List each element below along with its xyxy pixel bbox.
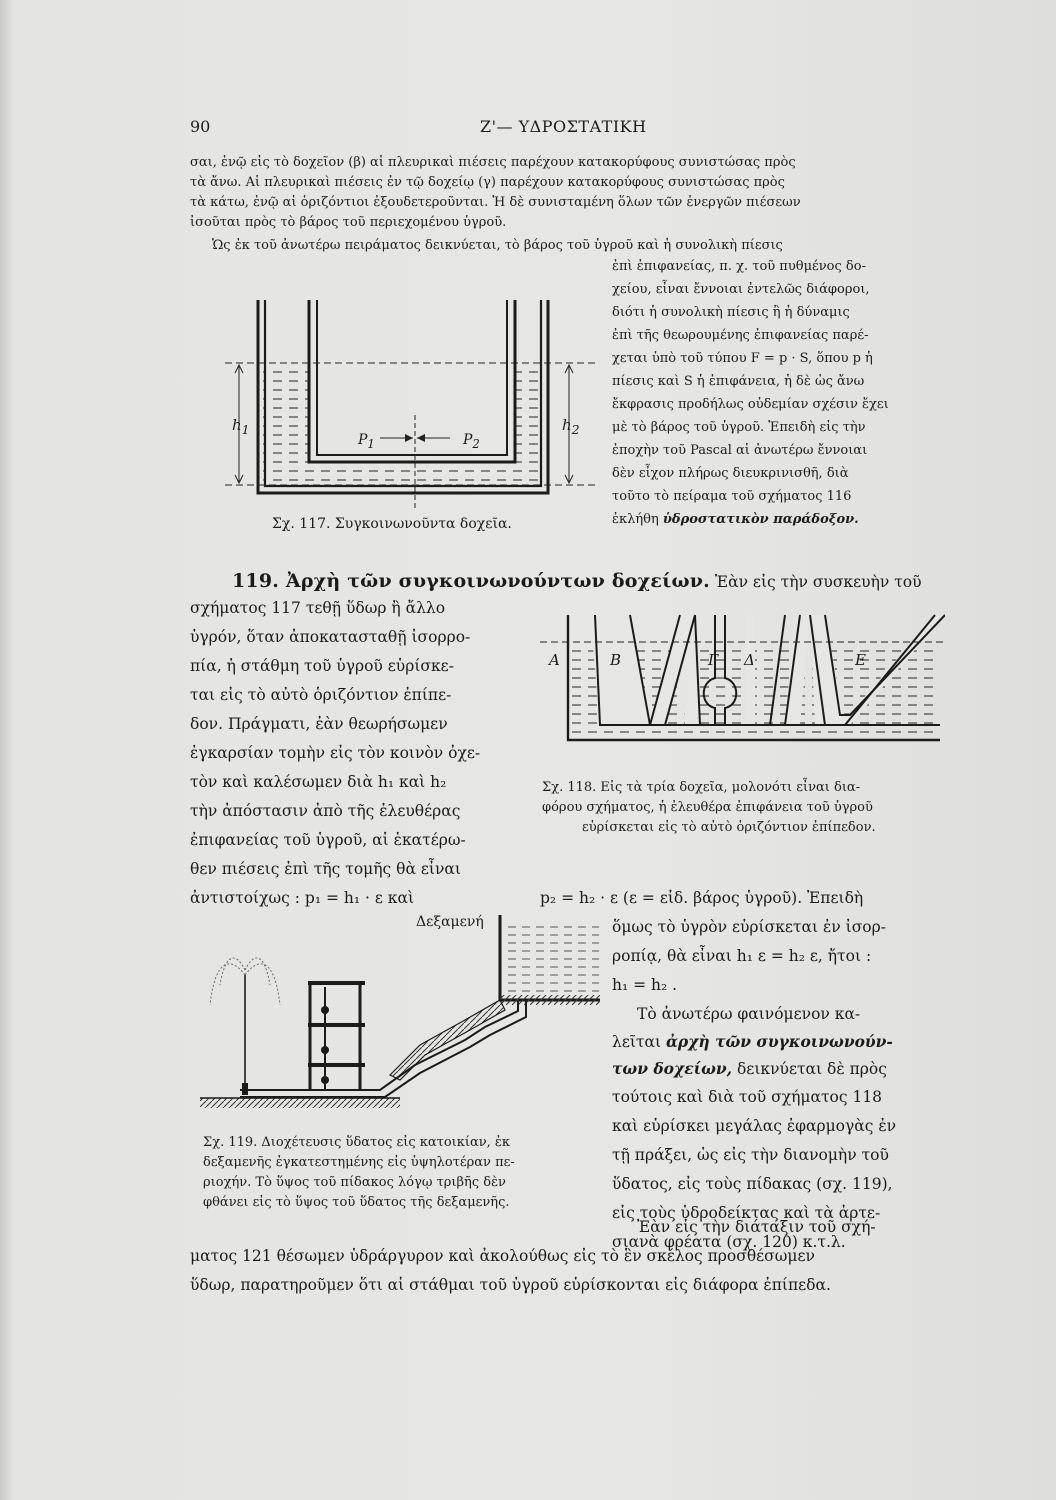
text-line: καὶ εὑρίσκει μεγάλας ἐφαρμογὰς ἐν bbox=[612, 1117, 897, 1135]
text-line: Τὸ ἀνωτέρω φαινόμενον κα- bbox=[637, 1005, 861, 1023]
text-line: τῇ πράξει, ὡς εἰς τὴν διανομὴν τοῦ bbox=[612, 1146, 889, 1164]
text-span: ἐκλήθη bbox=[612, 512, 663, 527]
text-line: ἐπιφανείας τοῦ ὑγροῦ, αἱ ἑκατέρω- bbox=[190, 831, 466, 849]
text-line: πία, ἡ στάθμη τοῦ ὑγροῦ εὑρίσκε- bbox=[190, 657, 454, 675]
text-line: ἐπὶ ἐπιφανείας, π. χ. τοῦ πυθμένος δο- bbox=[612, 259, 866, 274]
figure-119-caption-line: φθάνει εἰς τὸ ὕψος τοῦ ὕδατος τῆς δεξαμενῆς. bbox=[203, 1195, 510, 1210]
section-heading bbox=[232, 570, 922, 594]
text-line: τὰ ἄνω. Αἱ πλευρικαὶ πιέσεις ἐν τῷ δοχείῳ (γ) παρέχουν κατακορύφους συνιστώσας πρὸς bbox=[190, 175, 785, 190]
text-line bbox=[612, 1030, 893, 1054]
text-line: h₁ = h₂ . bbox=[612, 976, 678, 994]
label-h1-text: h bbox=[232, 416, 242, 434]
label-h2 bbox=[562, 415, 580, 440]
label-p2-text: P bbox=[463, 432, 473, 448]
fig118-label-a: Α bbox=[549, 651, 560, 669]
text-line: ὕδατος, εἰς τοὺς πίδακας (σχ. 119), bbox=[612, 1175, 893, 1193]
label-h2-text: h bbox=[562, 416, 572, 434]
text-line: σαι, ἐνῷ εἰς τὸ δοχεῖον (β) αἱ πλευρικαὶ πιέσεις παρέχουν κατακορύφους συνιστώσας πρὸς bbox=[190, 155, 796, 170]
text-line: ὑγρόν, ὅταν ἀποκατασταθῇ ἰσορρο- bbox=[190, 628, 471, 646]
label-h1-sub: 1 bbox=[241, 422, 250, 437]
text-line: Ἐὰν εἰς τὴν διάταξιν τοῦ σχή- bbox=[637, 1218, 876, 1236]
figure-118-caption-line: Σχ. 118. Εἰς τὰ τρία δοχεῖα, μολονότι εἶναι δια- bbox=[542, 780, 861, 795]
figure-117-caption: Σχ. 117. Συγκοινωνοῦντα δοχεῖα. bbox=[272, 516, 512, 532]
text-line: χείου, εἶναι ἔννοιαι ἐντελῶς διάφοροι, bbox=[612, 282, 870, 297]
running-header: Ζ'— ΥΔΡΟΣΤΑΤΙΚΗ bbox=[480, 117, 647, 136]
label-p1-text: P bbox=[358, 432, 368, 448]
figure-118-caption-line: φόρου σχήματος, ἡ ἐλευθέρα ἐπιφάνεια τοῦ ὑγροῦ bbox=[542, 800, 873, 815]
text-line: ἐγκαρσίαν τομὴν εἰς τὸν κοινὸν ὀχε- bbox=[190, 744, 481, 762]
text-line: σιανὰ φρέατα (σχ. 120) κ.τ.λ. bbox=[612, 1233, 846, 1251]
text-line: μὲ τὸ βάρος τοῦ ὑγροῦ. Ἐπειδὴ εἰς τὴν bbox=[612, 420, 866, 435]
figure-119-caption-line: δεξαμενῆς ἐγκατεστημένης εἰς ὑψηλοτέραν πε- bbox=[203, 1155, 515, 1170]
figure-118-diagram bbox=[540, 610, 945, 750]
text-line: ροπίᾳ, θὰ εἶναι h₁ ε = h₂ ε, ἤτοι : bbox=[612, 947, 872, 965]
section-heading-rest: Ἐὰν εἰς τὴν συσκευὴν τοῦ bbox=[709, 573, 922, 591]
text-line bbox=[612, 1057, 887, 1081]
text-line: ὕδωρ, παρατηροῦμεν ὅτι αἱ στάθμαι τοῦ ὑγροῦ εὑρίσκονται εἰς διάφορα ἐπίπεδα. bbox=[190, 1276, 831, 1294]
label-p2-sub: 2 bbox=[472, 436, 480, 451]
figure-119-caption-line: ριοχήν. Τὸ ὕψος τοῦ πίδακος λόγῳ τριβῆς δὲν bbox=[203, 1175, 506, 1190]
text-line: θεν πιέσεις ἐπὶ τῆς τομῆς θὰ εἶναι bbox=[190, 860, 461, 878]
text-line bbox=[612, 510, 859, 530]
label-p2 bbox=[463, 430, 480, 454]
figure-118-caption-line: εὑρίσκεται εἰς τὸ αὐτὸ ὁριζόντιον ἐπίπεδον. bbox=[582, 820, 876, 835]
text-line: ματος 121 θέσωμεν ὑδράργυρον καὶ ἀκολούθως εἰς τὸ ἓν σκέλος προσθέσωμεν bbox=[190, 1247, 815, 1265]
emphasis-term: των δοχείων, bbox=[612, 1059, 733, 1078]
section-title: 119. Ἀρχὴ τῶν συγκοινωνούντων δοχείων. bbox=[232, 570, 710, 592]
text-line: σχήματος 117 τεθῇ ὕδωρ ἢ ἄλλο bbox=[190, 599, 446, 617]
text-line: εἰς τοὺς ὑδροδείκτας καὶ τὰ ἀρτε- bbox=[612, 1204, 881, 1222]
figure-119-caption-line: Σχ. 119. Διοχέτευσις ὕδατος εἰς κατοικίαν, ἐκ bbox=[203, 1135, 511, 1150]
text-line: χεται ὑπὸ τοῦ τύπου F = p · S, ὅπου p ἡ bbox=[612, 351, 873, 366]
fig118-label-d: Δ bbox=[744, 651, 755, 669]
text-line: ἐποχὴν τοῦ Pascal αἱ ἀνωτέρω ἔννοιαι bbox=[612, 443, 868, 458]
text-line: ται εἰς τὸ αὐτὸ ὁριζόντιον ἐπίπε- bbox=[190, 686, 452, 704]
text-line: τὴν ἀπόστασιν ἀπὸ τῆς ἐλευθέρας bbox=[190, 802, 461, 820]
page-number: 90 bbox=[190, 117, 211, 136]
text-line: δὲν εἶχον πλήρως διευκρινισθῆ, διὰ bbox=[612, 466, 849, 481]
figure-119-diagram bbox=[200, 915, 600, 1120]
text-line: Ὡς ἐκ τοῦ ἀνωτέρω πειράματος δεικνύεται, τὸ βάρος τοῦ ὑγροῦ καὶ ἡ συνολικὴ πίεσις bbox=[212, 238, 783, 253]
text-line: ἐπὶ τῆς θεωρουμένης ἐπιφανείας παρέ- bbox=[612, 328, 869, 343]
text-line: τὰ κάτω, ἐνῷ αἱ ὁριζόντιοι ἐξουδετεροῦνται. Ἡ δὲ συνισταμένη ὅλων τῶν ἐνεργῶν πιέσεων bbox=[190, 195, 801, 210]
text-line: δον. Πράγματι, ἐὰν θεωρήσωμεν bbox=[190, 715, 448, 733]
formula-left: ἀντιστοίχως : p₁ = h₁ · ε καὶ bbox=[190, 889, 415, 907]
emphasis-term: ἀρχὴ τῶν συγκοινωνούν- bbox=[666, 1032, 893, 1051]
text-line: τὸν καὶ καλέσωμεν διὰ h₁ καὶ h₂ bbox=[190, 773, 447, 791]
label-p1 bbox=[358, 430, 375, 454]
text-line: ἰσοῦται πρὸς τὸ βάρος τοῦ περιεχομένου ὑγροῦ. bbox=[190, 215, 507, 230]
text-line: διότι ἡ συνολικὴ πίεσις ἢ ἡ δύναμις bbox=[612, 305, 850, 320]
label-h1 bbox=[232, 415, 250, 440]
text-span: δεικνύεται δὲ πρὸς bbox=[732, 1060, 887, 1078]
label-h2-sub: 2 bbox=[571, 422, 580, 437]
text-span: λεῖται bbox=[612, 1033, 662, 1051]
label-p1-sub: 1 bbox=[367, 436, 375, 451]
figure-117-diagram bbox=[225, 295, 600, 520]
formula-right: p₂ = h₂ · ε (ε = εἰδ. βάρος ὑγροῦ). Ἐπειδὴ bbox=[540, 889, 864, 907]
text-line: ἔκφρασις προδήλως οὐδεμίαν σχέσιν ἔχει bbox=[612, 397, 889, 412]
emphasis-term: ὑδροστατικὸν παράδοξον. bbox=[662, 512, 859, 527]
fig118-label-c: Γ bbox=[708, 651, 719, 669]
text-line: ὅμως τὸ ὑγρὸν εὑρίσκεται ἐν ἰσορ- bbox=[612, 918, 886, 936]
fig118-label-b: Β bbox=[610, 651, 622, 669]
text-line: πίεσις καὶ S ἡ ἐπιφάνεια, ἡ δὲ ὡς ἄνω bbox=[612, 374, 865, 389]
text-line: τοῦτο τὸ πείραμα τοῦ σχήματος 116 bbox=[612, 489, 852, 504]
text-line: τούτοις καὶ διὰ τοῦ σχήματος 118 bbox=[612, 1088, 883, 1106]
fig119-label-reservoir: Δεξαμενή bbox=[416, 914, 484, 930]
fig118-label-e: Ε bbox=[855, 651, 866, 669]
